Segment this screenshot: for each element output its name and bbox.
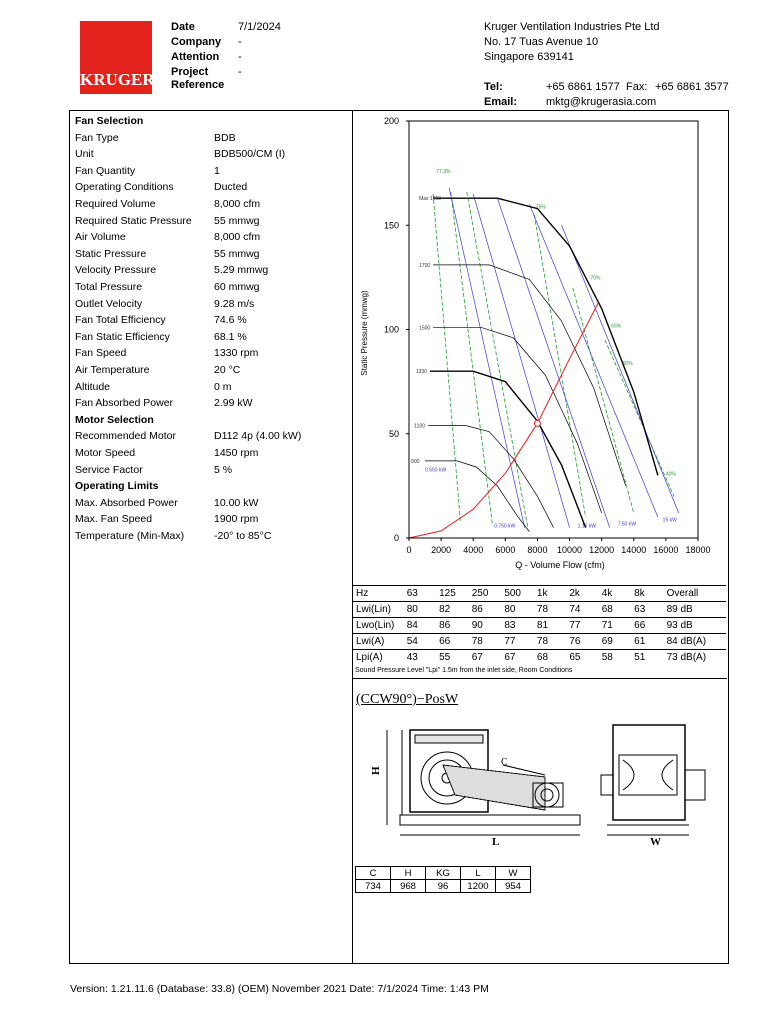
x-axis-label: Q - Volume Flow (cfm) bbox=[515, 560, 605, 570]
sound-cell: 78 bbox=[469, 634, 502, 650]
logo-text: KRUGER bbox=[80, 70, 155, 89]
project-value: - bbox=[238, 66, 242, 78]
tel-value: +65 6861 1577 bbox=[546, 81, 620, 93]
spec-key: Altitude bbox=[75, 380, 111, 393]
dimension-cell: 954 bbox=[496, 880, 531, 893]
sound-cell: 74 bbox=[566, 602, 598, 618]
address-line-2: Singapore 639141 bbox=[484, 51, 574, 63]
spec-value: BDB500/CM (I) bbox=[214, 148, 286, 161]
dimension-cell: 734 bbox=[356, 880, 391, 893]
spec-key: Fan Absorbed Power bbox=[75, 397, 174, 410]
y-axis-label: Static Pressure (mmwg) bbox=[360, 290, 369, 376]
sound-cell: 1k bbox=[534, 586, 566, 602]
sound-data-table bbox=[353, 585, 726, 665]
sound-cell: 76 bbox=[566, 634, 598, 650]
attention-label: Attention bbox=[171, 51, 220, 63]
efficiency-label: 75% bbox=[535, 204, 546, 211]
sound-row bbox=[353, 618, 726, 634]
x-tick-label: 0 bbox=[406, 545, 412, 555]
fan-performance-chart bbox=[353, 111, 727, 578]
spec-key: Operating Conditions bbox=[75, 181, 174, 194]
spec-key: Fan Type bbox=[75, 131, 119, 144]
x-tick-label: 2000 bbox=[431, 545, 452, 555]
sound-cell: 73 dB(A) bbox=[664, 650, 726, 666]
company-address bbox=[484, 20, 660, 65]
efficiency-label: 60% bbox=[622, 360, 633, 367]
sound-cell: 81 bbox=[534, 618, 566, 634]
spec-value: 8,000 cfm bbox=[214, 198, 261, 210]
dimension-cell: C bbox=[356, 867, 391, 880]
sound-cell: 55 bbox=[436, 650, 469, 666]
version-footer: Version: 1.21.11.6 (Database: 33.8) (OEM) November 2021 Date: 7/1/2024 Time: 1:43 PM bbox=[70, 983, 489, 995]
spec-key: Fan Quantity bbox=[75, 164, 136, 177]
dimensions-headers-row bbox=[356, 867, 531, 880]
section-title: Operating Limits bbox=[75, 480, 159, 493]
spec-value: 0 m bbox=[214, 380, 232, 393]
sound-cell: 78 bbox=[534, 602, 566, 618]
spec-key: Required Static Pressure bbox=[75, 214, 192, 227]
sound-cell: 93 dB bbox=[664, 618, 726, 634]
spec-key: Air Temperature bbox=[75, 364, 150, 376]
sound-cell: 2k bbox=[566, 586, 598, 602]
spec-key: Unit bbox=[75, 148, 94, 161]
sound-cell: 65 bbox=[566, 650, 598, 666]
x-tick-label: 12000 bbox=[589, 545, 615, 555]
fax-value: +65 6861 3577 bbox=[655, 81, 729, 93]
dimension-cell: L bbox=[461, 867, 496, 880]
spec-value: 2.99 kW bbox=[214, 397, 253, 410]
sound-cell: 250 bbox=[469, 586, 502, 602]
sound-cell: 71 bbox=[599, 618, 631, 634]
company-value: - bbox=[238, 36, 242, 48]
sound-row bbox=[353, 650, 726, 666]
sound-cell: 43 bbox=[404, 650, 436, 666]
spec-key: Recommended Motor bbox=[75, 430, 176, 443]
dimension-cell: 1200 bbox=[461, 880, 496, 893]
spec-key: Service Factor bbox=[75, 463, 143, 476]
x-tick-label: 6000 bbox=[495, 545, 516, 555]
speed-curve-label: 1500 bbox=[419, 325, 431, 332]
duty-point bbox=[534, 420, 540, 426]
sound-cell: 68 bbox=[599, 602, 631, 618]
spec-key: Fan Total Efficiency bbox=[75, 314, 166, 327]
sound-cell: 69 bbox=[599, 634, 631, 650]
x-tick-label: 16000 bbox=[653, 545, 679, 555]
spec-value: 1900 rpm bbox=[214, 513, 259, 526]
sound-cell: 51 bbox=[631, 650, 663, 666]
sound-cell: 89 dB bbox=[664, 602, 726, 618]
sound-header-row bbox=[353, 586, 726, 602]
email-value[interactable]: mktg@krugerasia.com bbox=[546, 96, 657, 108]
efficiency-label: 77.3% bbox=[436, 169, 451, 176]
spec-value: 9.28 m/s bbox=[214, 297, 255, 310]
sound-cell: Lpi(A) bbox=[353, 650, 404, 666]
sound-cell: 67 bbox=[469, 650, 502, 666]
power-label: 1.10 kW bbox=[577, 523, 596, 530]
sound-cell: 66 bbox=[631, 618, 663, 634]
spec-key: Max. Fan Speed bbox=[75, 513, 153, 526]
spec-value: 20 °C bbox=[214, 364, 241, 376]
section-title: Motor Selection bbox=[75, 413, 154, 426]
dim-label-w: W bbox=[650, 836, 661, 848]
sound-cell: 90 bbox=[469, 618, 502, 634]
x-tick-label: 10000 bbox=[557, 545, 583, 555]
sound-cell: 61 bbox=[631, 634, 663, 650]
dimension-cell: W bbox=[496, 867, 531, 880]
spec-key: Air Volume bbox=[75, 231, 126, 244]
speed-curve-label: Max 1900 bbox=[419, 196, 442, 203]
date-value: 7/1/2024 bbox=[238, 21, 281, 33]
sound-note: Sound Pressure Level "Lpi" 1.5m from the inlet side, Room Conditions bbox=[355, 667, 573, 674]
y-tick-label: 100 bbox=[383, 324, 399, 335]
y-tick-label: 0 bbox=[393, 533, 399, 543]
y-tick-label: 200 bbox=[383, 116, 399, 126]
dim-label-h: H bbox=[370, 766, 382, 775]
sound-cell: Lwo(Lin) bbox=[353, 618, 404, 634]
spec-value: Ducted bbox=[214, 181, 248, 194]
speed-curve-label: 1700 bbox=[419, 262, 431, 269]
sound-cell: 63 bbox=[631, 602, 663, 618]
power-label: 15 kW bbox=[662, 517, 677, 524]
spec-value: 60 mmwg bbox=[214, 281, 260, 293]
sound-cell: 66 bbox=[436, 634, 469, 650]
address-line-1: No. 17 Tuas Avenue 10 bbox=[484, 36, 599, 48]
spec-value: 5.29 mmwg bbox=[214, 264, 269, 277]
sound-cell: 4k bbox=[599, 586, 631, 602]
sound-cell: 77 bbox=[566, 618, 598, 634]
sound-cell: 63 bbox=[404, 586, 436, 602]
spec-value: -20° to 85°C bbox=[214, 530, 272, 542]
fan-dimension-drawing bbox=[355, 715, 725, 855]
speed-curve-label: 1100 bbox=[414, 423, 426, 430]
kruger-logo bbox=[80, 21, 155, 94]
speed-curve-label: 1330 bbox=[415, 369, 427, 376]
sound-cell: Lwi(A) bbox=[353, 634, 404, 650]
spec-key: Motor Speed bbox=[75, 447, 136, 459]
header-labels bbox=[171, 20, 224, 93]
sound-cell: 84 dB(A) bbox=[664, 634, 726, 650]
efficiency-label: 40% bbox=[665, 471, 676, 478]
dimensions-values-row bbox=[356, 880, 531, 893]
power-label: 0.550 kW bbox=[425, 467, 447, 474]
sound-cell: 58 bbox=[599, 650, 631, 666]
spec-value: 68.1 % bbox=[214, 330, 247, 343]
dim-label-c: C bbox=[501, 757, 508, 768]
spec-value: 10.00 kW bbox=[214, 496, 259, 509]
orientation-label: (CCW90°)−PosW bbox=[356, 692, 459, 707]
efficiency-label: 70% bbox=[590, 275, 601, 282]
spec-key: Fan Static Efficiency bbox=[75, 330, 170, 343]
tel-label: Tel: bbox=[484, 81, 503, 93]
x-tick-label: 4000 bbox=[463, 545, 484, 555]
efficiency-label: 65% bbox=[611, 323, 622, 330]
sound-cell: 84 bbox=[404, 618, 436, 634]
x-tick-label: 18000 bbox=[685, 545, 711, 555]
y-tick-label: 50 bbox=[388, 428, 399, 439]
spec-value: 1330 rpm bbox=[214, 347, 259, 360]
project-label: Project bbox=[171, 66, 209, 78]
spec-value: D112 4p (4.00 kW) bbox=[214, 430, 302, 443]
fax-label: Fax: bbox=[626, 81, 648, 93]
company-label: Company bbox=[171, 36, 222, 48]
contact-labels bbox=[484, 80, 517, 110]
x-tick-label: 14000 bbox=[621, 545, 647, 555]
spec-key: Total Pressure bbox=[75, 281, 143, 293]
header-values bbox=[238, 20, 281, 80]
sound-row bbox=[353, 634, 726, 650]
spec-value: 55 mmwg bbox=[214, 214, 260, 227]
company-name: Kruger Ventilation Industries Pte Ltd bbox=[484, 21, 660, 33]
spec-key: Temperature (Min-Max) bbox=[75, 530, 185, 542]
dimension-cell: 96 bbox=[426, 880, 461, 893]
sound-cell: 78 bbox=[534, 634, 566, 650]
sound-cell: 125 bbox=[436, 586, 469, 602]
spec-value: 8,000 cfm bbox=[214, 231, 261, 244]
x-tick-label: 8000 bbox=[527, 545, 548, 555]
spec-value: BDB bbox=[214, 131, 236, 144]
spec-value: 1 bbox=[214, 164, 220, 177]
sound-cell: 80 bbox=[501, 602, 534, 618]
power-label: 0.750 kW bbox=[494, 523, 516, 530]
date-label: Date bbox=[171, 21, 195, 33]
sound-cell: 54 bbox=[404, 634, 436, 650]
sound-cell: 86 bbox=[469, 602, 502, 618]
dim-label-l: L bbox=[492, 836, 500, 848]
spec-key: Required Volume bbox=[75, 198, 156, 210]
sound-cell: Hz bbox=[353, 586, 404, 602]
power-label: 7.50 kW bbox=[617, 521, 637, 528]
spec-key: Max. Absorbed Power bbox=[75, 496, 178, 509]
dimension-cell: KG bbox=[426, 867, 461, 880]
sound-cell: 68 bbox=[534, 650, 566, 666]
section-title: Fan Selection bbox=[75, 115, 144, 127]
dimension-cell: H bbox=[391, 867, 426, 880]
dimensions-table bbox=[355, 866, 531, 893]
spec-key: Velocity Pressure bbox=[75, 264, 157, 277]
sound-cell: 82 bbox=[436, 602, 469, 618]
sound-cell: 77 bbox=[501, 634, 534, 650]
sound-cell: 8k bbox=[631, 586, 663, 602]
email-label: Email: bbox=[484, 96, 518, 108]
spec-value: 74.6 % bbox=[214, 314, 247, 327]
divider-line bbox=[353, 678, 727, 679]
sound-cell: 500 bbox=[501, 586, 534, 602]
dimension-cell: 968 bbox=[391, 880, 426, 893]
sound-cell: 86 bbox=[436, 618, 469, 634]
sound-cell: 67 bbox=[501, 650, 534, 666]
sound-cell: 80 bbox=[404, 602, 436, 618]
spec-value: 55 mmwg bbox=[214, 247, 260, 260]
spec-value: 1450 rpm bbox=[214, 447, 259, 459]
reference-label: Reference bbox=[171, 79, 225, 91]
sound-cell: 83 bbox=[501, 618, 534, 634]
spec-key: Fan Speed bbox=[75, 347, 127, 360]
sound-row bbox=[353, 602, 726, 618]
spec-value: 5 % bbox=[214, 463, 233, 476]
spec-key: Outlet Velocity bbox=[75, 297, 143, 310]
attention-value: - bbox=[238, 51, 242, 63]
sound-cell: Lwi(Lin) bbox=[353, 602, 404, 618]
speed-curve-label: 900 bbox=[411, 458, 420, 465]
y-tick-label: 150 bbox=[383, 220, 399, 231]
spec-key: Static Pressure bbox=[75, 247, 147, 260]
sound-cell: Overall bbox=[664, 586, 726, 602]
